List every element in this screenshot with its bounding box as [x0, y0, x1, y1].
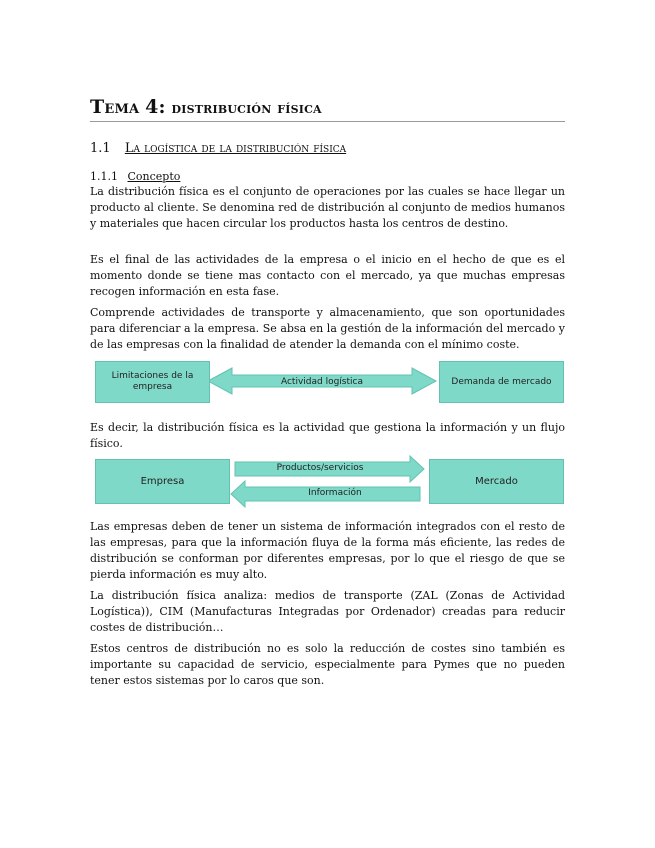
- box-actividad-logistica: Actividad logística: [280, 376, 363, 387]
- box-demanda-mercado: Demanda de mercado: [439, 361, 564, 403]
- box-empresa: Empresa: [95, 459, 230, 504]
- subsection-number: 1.1.1: [90, 170, 118, 183]
- box-limitaciones: Limitaciones de la empresa: [95, 361, 210, 403]
- paragraph-6: La distribución física analiza: medios de transporte (ZAL (Zonas de Actividad Logística)), CIM (Manufacturas Integradas por Ordenador) creadas para reducir costes de distribución…: [90, 589, 565, 634]
- section-title: La logística de la distribución física: [124, 141, 347, 156]
- box-mercado: Mercado: [429, 459, 564, 504]
- paragraph-5: Las empresas deben de tener un sistema de información integrados con el resto de las empresas, para que la información fluya de la forma más eficiente, las redes de distribución se conforman por diferentes empresas, por lo que el riesgo de que se pierda información es muy alto.: [90, 520, 565, 581]
- subsection-title: Concepto: [127, 170, 181, 183]
- paragraph-3: Comprende actividades de transporte y almacenamiento, que son oportunidades para diferenciar a la empresa. Se absa en la gestión de la información del mercado y de las empresas con la finalidad de atender la demanda con el mínimo coste.: [90, 306, 565, 351]
- label-informacion: Información: [308, 488, 362, 498]
- section-number: 1.1: [90, 141, 111, 156]
- title-prefix: Tema: [90, 96, 140, 118]
- paragraph-7: Estos centros de distribución no es solo la reducción de costes sino también es importante su capacidad de servicio, especialmente para Pymes que no pueden tener estos sistemas por lo caros que son.: [90, 642, 565, 687]
- title-rest: distribución física: [171, 98, 322, 117]
- paragraph-2: Es el final de las actividades de la empresa o el inicio en el hecho de que es el momento donde se tiene mas contacto con el mercado, ya que muchas empresas recogen información en esta fase.: [90, 253, 565, 298]
- title-number: 4:: [145, 96, 166, 118]
- paragraph-1: La distribución física es el conjunto de operaciones por las cuales se hace llegar un producto al cliente. Se denomina red de distribución al conjunto de medios humanos y materiales que hacen circular los productos hasta los centros de destino.: [90, 185, 565, 230]
- paragraph-4: Es decir, la distribución física es la actividad que gestiona la información y un flujo físico.: [90, 421, 565, 450]
- label-productos-servicios: Productos/servicios: [276, 463, 364, 473]
